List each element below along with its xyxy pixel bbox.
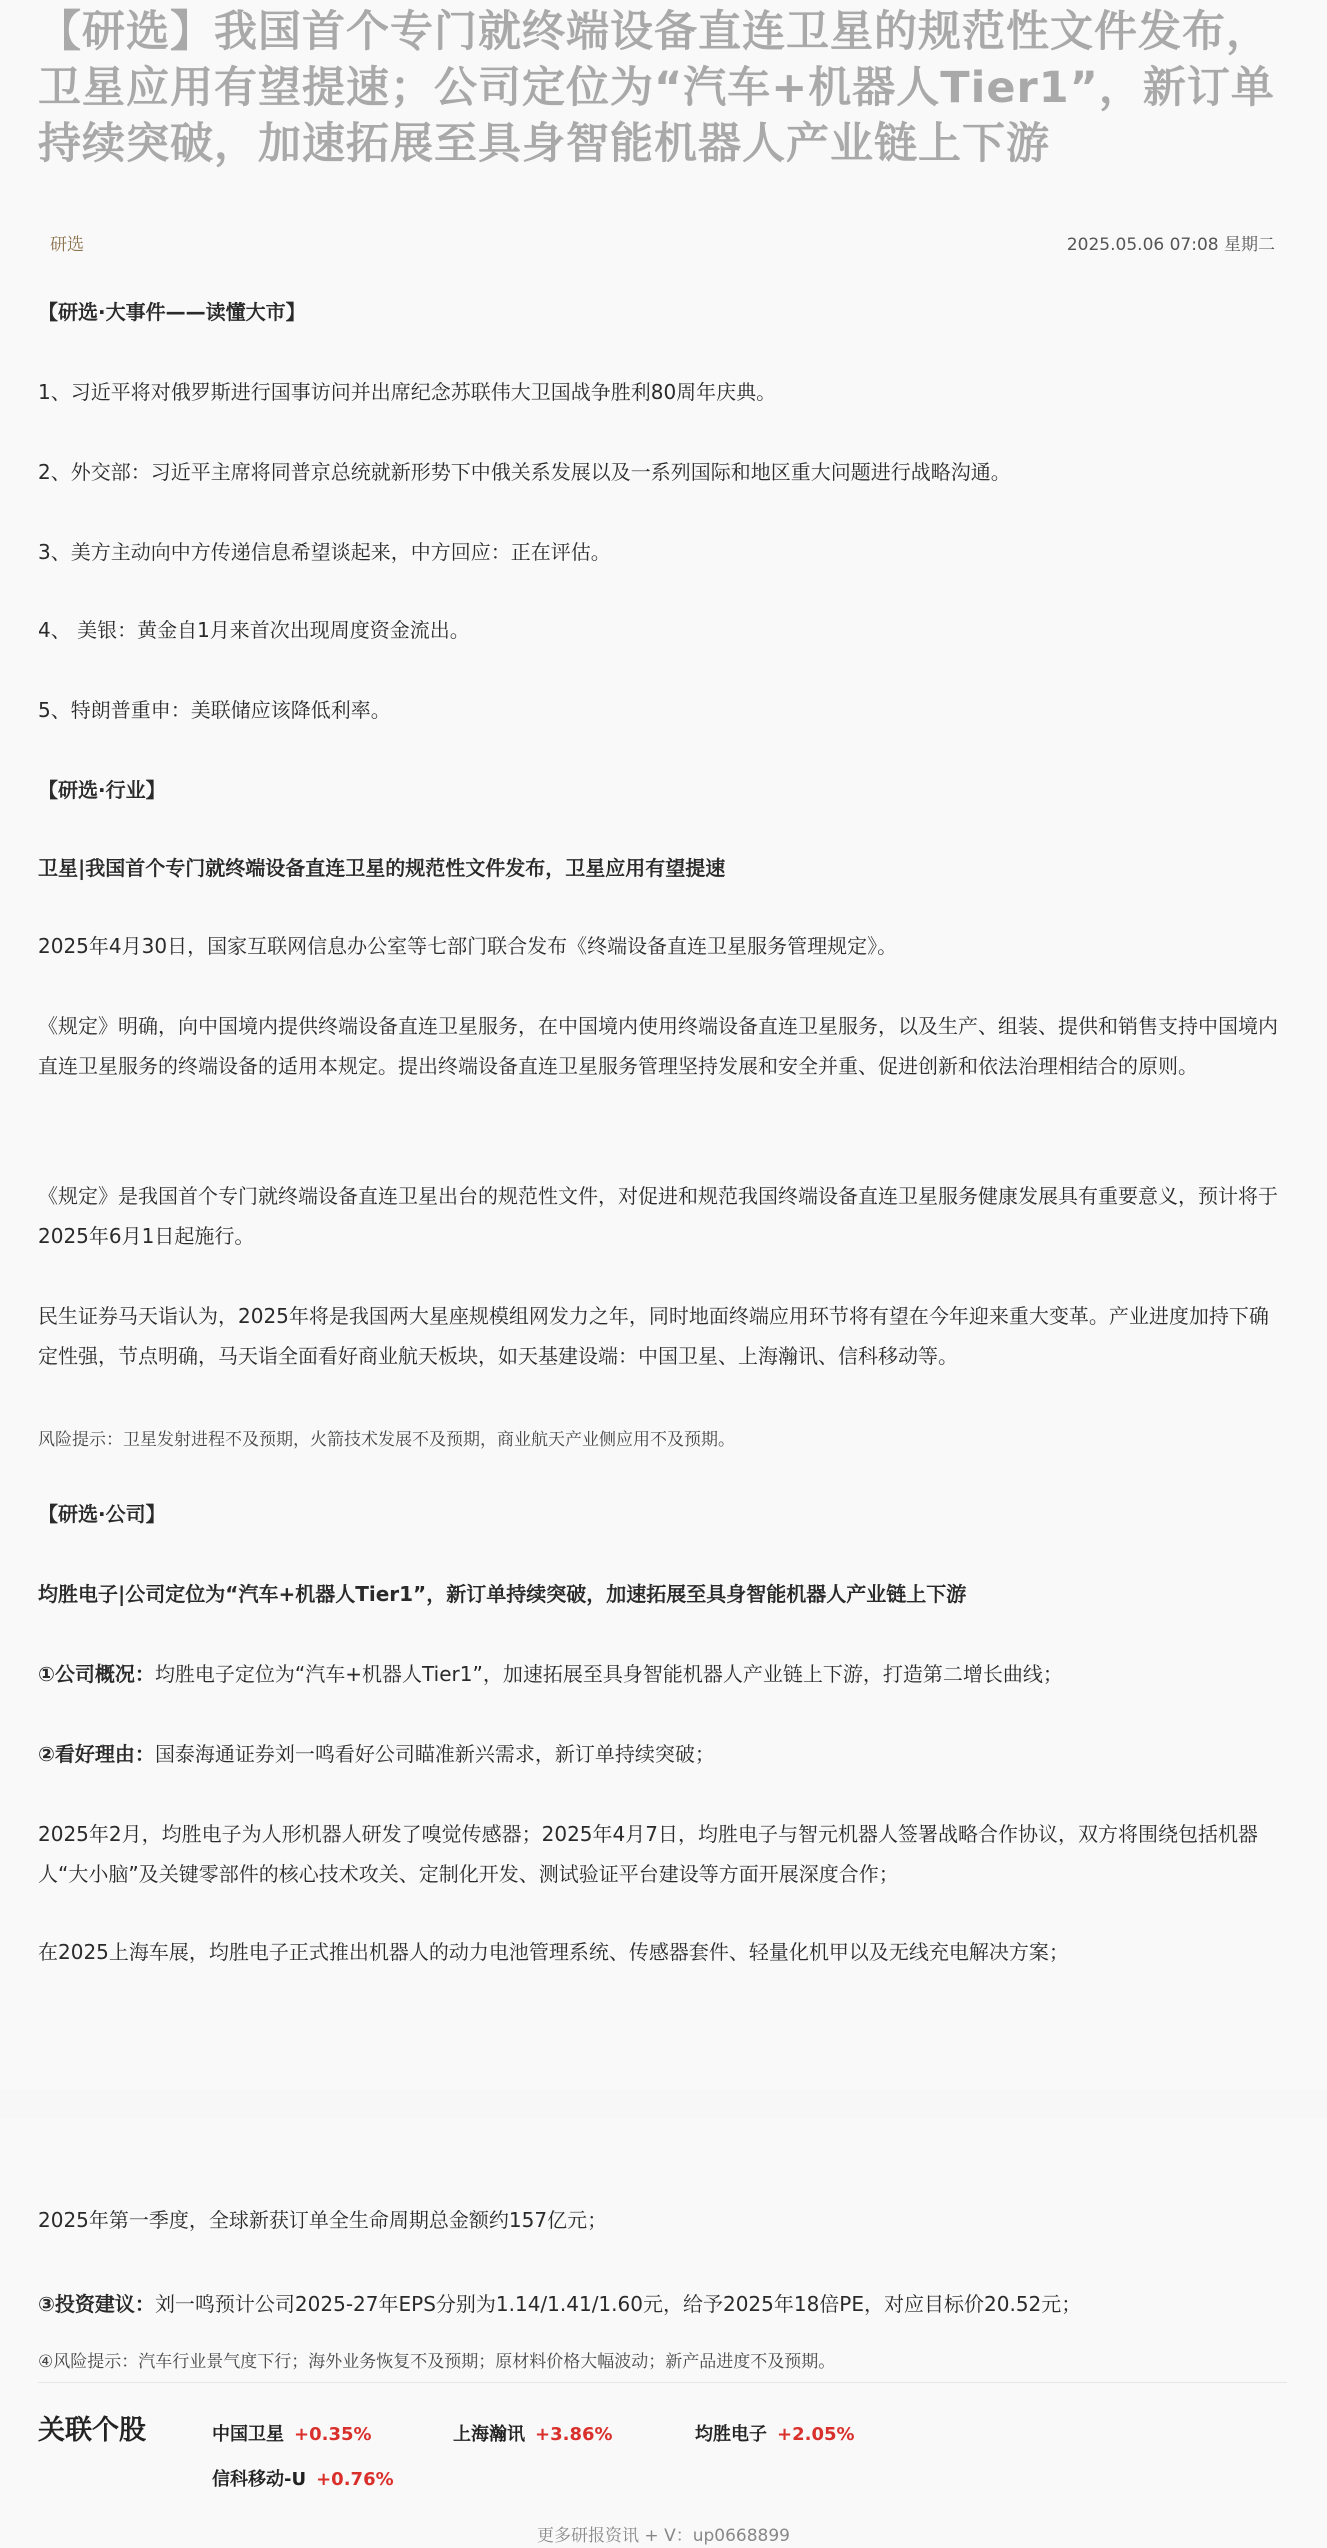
stock-name: 上海瀚讯 bbox=[453, 2424, 525, 2445]
stock-change: +0.76% bbox=[316, 2469, 394, 2490]
industry-heading: 【研选·行业】 bbox=[38, 778, 166, 802]
company-overview-text: 均胜电子定位为“汽车+机器人Tier1”，加速拓展至具身智能机器人产业链上下游，打造第二增长曲线； bbox=[154, 1662, 1063, 1686]
industry-paragraph-4: 民生证券马天诣认为，2025年将是我国两大星座规模组网发力之年，同时地面终端应用环节将有望在今年迎来重大变革。产业进度加持下确定性强，节点明确，马天诣全面看好商业航天板块，如天基建设端：中国卫星、上海瀚讯、信科移动等。 bbox=[38, 1304, 1269, 1368]
industry-subtitle: 卫星|我国首个专门就终端设备直连卫星的规范性文件发布，卫星应用有望提速 bbox=[38, 856, 726, 880]
related-stocks-heading: 关联个股 bbox=[38, 2415, 146, 2446]
stock-item[interactable] bbox=[212, 2465, 394, 2491]
stock-name: 中国卫星 bbox=[212, 2424, 284, 2445]
company-paragraph-2: 在2025上海车展，均胜电子正式推出机器人的动力电池管理系统、传感器套件、轻量化机甲以及无线充电解决方案； bbox=[38, 1940, 1069, 1964]
article-datetime: 2025.05.06 07:08 星期二 bbox=[1066, 235, 1275, 255]
event-item-3: 3、美方主动向中方传递信息希望谈起来，中方回应：正在评估。 bbox=[38, 540, 611, 564]
event-item-2: 2、外交部：习近平主席将同普京总统就新形势下中俄关系发展以及一系列国际和地区重大问题进行战略沟通。 bbox=[38, 460, 1011, 484]
company-advice bbox=[38, 2284, 1288, 2324]
stock-change: +0.35% bbox=[294, 2424, 372, 2445]
event-item-4: 4、 美银：黄金自1月来首次出现周度资金流出。 bbox=[38, 618, 470, 642]
industry-risk-note: 风险提示：卫星发射进程不及预期，火箭技术发展不及预期，商业航天产业侧应用不及预期。 bbox=[38, 1430, 735, 1450]
company-advice-text: 刘一鸣预计公司2025-27年EPS分别为1.14/1.41/1.60元，给予2025年18倍PE，对应目标价20.52元； bbox=[154, 2292, 1082, 2316]
company-overview bbox=[38, 1654, 1288, 1694]
stock-change: +3.86% bbox=[535, 2424, 613, 2445]
company-heading: 【研选·公司】 bbox=[38, 1502, 166, 1526]
company-reason bbox=[38, 1734, 1288, 1774]
industry-paragraph-2: 《规定》明确，向中国境内提供终端设备直连卫星服务，在中国境内使用终端设备直连卫星服务，以及生产、组装、提供和销售支持中国境内直连卫星服务的终端设备的适用本规定。提出终端设备直连卫星服务管理坚持发展和安全并重、促进创新和依法治理相结合的原则。 bbox=[38, 1014, 1278, 1078]
company-reason-text: 国泰海通证券刘一鸣看好公司瞄准新兴需求，新订单持续突破； bbox=[154, 1742, 715, 1766]
events-heading: 【研选·大事件——读懂大市】 bbox=[38, 300, 306, 324]
article-title: 【研选】我国首个专门就终端设备直连卫星的规范性文件发布，卫星应用有望提速；公司定位为“汽车+机器人Tier1”，新订单持续突破，加速拓展至具身智能机器人产业链上下游 bbox=[38, 7, 1275, 169]
industry-paragraph-3: 《规定》是我国首个专门就终端设备直连卫星出台的规范性文件，对促进和规范我国终端设备直连卫星服务健康发展具有重要意义，预计将于2025年6月1日起施行。 bbox=[38, 1184, 1278, 1248]
company-subtitle: 均胜电子|公司定位为“汽车+机器人Tier1”，新订单持续突破，加速拓展至具身智能机器人产业链上下游 bbox=[38, 1582, 967, 1606]
footer-note: 更多研报资讯 + V：up0668899 bbox=[537, 2526, 790, 2546]
company-advice-label: ③投资建议： bbox=[38, 2292, 155, 2316]
company-paragraph-3: 2025年第一季度，全球新获订单全生命周期总金额约157亿元； bbox=[38, 2208, 608, 2232]
company-overview-label: ①公司概况： bbox=[38, 1662, 155, 1686]
industry-paragraph-1: 2025年4月30日，国家互联网信息办公室等七部门联合发布《终端设备直连卫星服务管理规定》。 bbox=[38, 934, 898, 958]
article-source[interactable]: 研选 bbox=[50, 235, 84, 255]
stock-item[interactable] bbox=[453, 2420, 613, 2446]
stock-change: +2.05% bbox=[777, 2424, 855, 2445]
company-reason-label: ②看好理由： bbox=[38, 1742, 155, 1766]
stock-item[interactable] bbox=[695, 2420, 855, 2446]
event-item-1: 1、习近平将对俄罗斯进行国事访问并出席纪念苏联伟大卫国战争胜利80周年庆典。 bbox=[38, 380, 777, 404]
event-item-5: 5、特朗普重申：美联储应该降低利率。 bbox=[38, 698, 391, 722]
article-page-continued bbox=[0, 2118, 1327, 2548]
divider bbox=[38, 2382, 1287, 2383]
company-paragraph-1: 2025年2月，均胜电子为人形机器人研发了嗅觉传感器；2025年4月7日，均胜电子与智元机器人签署战略合作协议，双方将围绕包括机器人“大小脑”及关键零部件的核心技术攻关、定制化开发、测试验证平台建设等方面开展深度合作； bbox=[38, 1822, 1258, 1886]
stock-name: 均胜电子 bbox=[695, 2424, 767, 2445]
company-risk-note: ④风险提示：汽车行业景气度下行；海外业务恢复不及预期；原材料价格大幅波动；新产品进度不及预期。 bbox=[38, 2352, 836, 2372]
stock-name: 信科移动-U bbox=[212, 2469, 307, 2490]
stock-item[interactable] bbox=[212, 2420, 372, 2446]
